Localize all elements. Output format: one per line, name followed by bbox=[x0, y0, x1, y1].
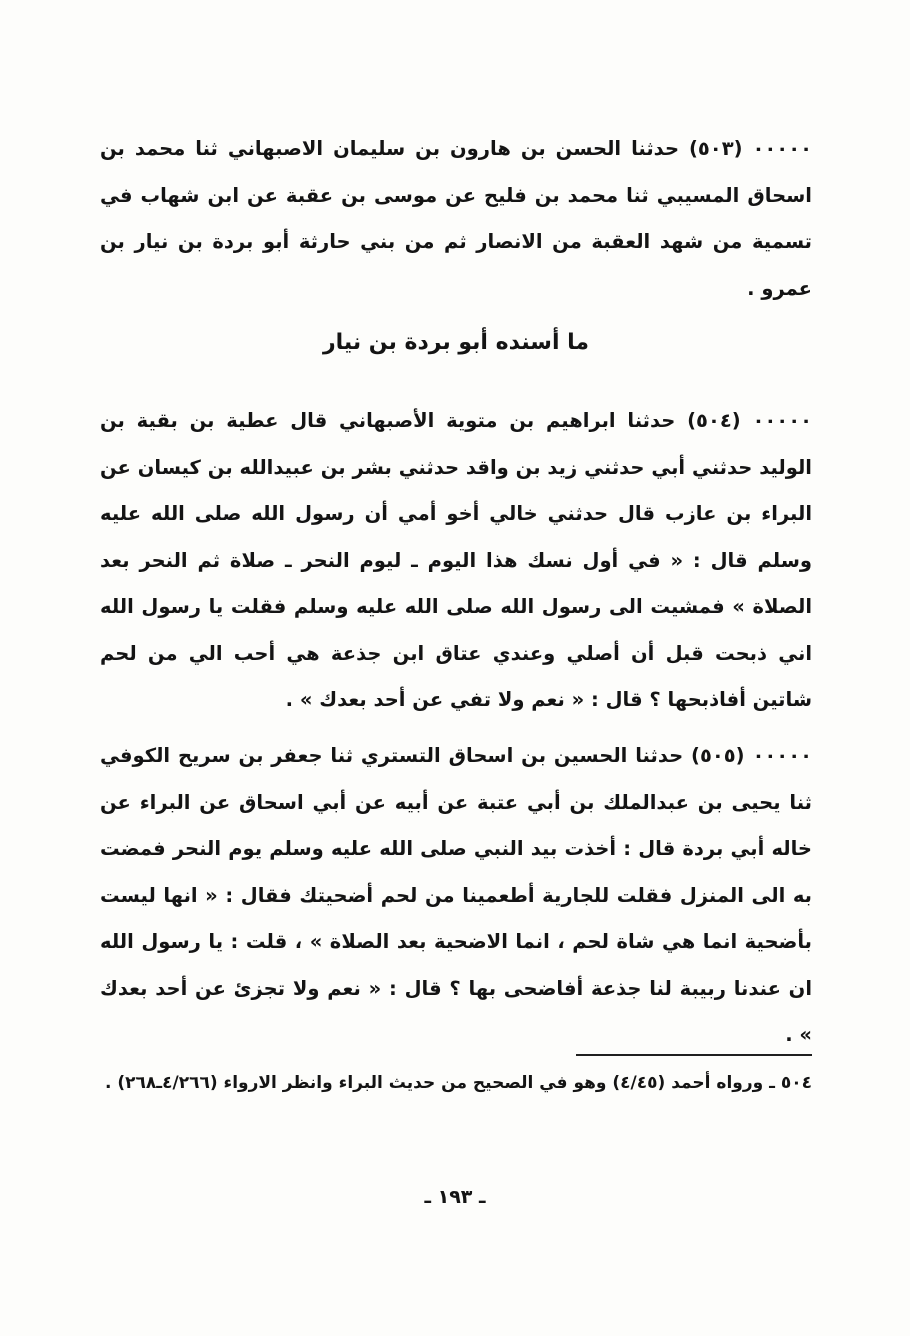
hadith-paragraph-505: ٠٠٠٠٠ (٥٠٥) حدثنا الحسين بن اسحاق التستري ثنا جعفر بن سريح الكوفي ثنا يحيى بن عبدالملك بن أبي عتبة عن أبيه عن أبي اسحاق عن البراء عن خاله أبي بردة قال : أخذت بيد النبي صلى الله عليه وسلم يوم النحر فمضت به الى المنزل فقلت للجارية أطعمينا من لحم أضحيتك فقال : « انها ليست بأضحية انما هي شاة لحم ، انما الاضحية بعد الصلاة » ، قلت : يا رسول الله ان عندنا ربيبة لنا جذعة أفاضحى بها ؟ قال : « نعم ولا تجزئ عن أحد بعدك » . bbox=[100, 744, 812, 1046]
hadith-paragraph-504: ٠٠٠٠٠ (٥٠٤) حدثنا ابراهيم بن متوية الأصبهاني قال عطية بن بقية بن الوليد حدثني أبي حدثني زيد بن واقد حدثني بشر بن عبيدالله بن كيسان عن البراء بن عازب قال حدثني خالي أخو أمي أن رسول الله صلى الله عليه وسلم قال : « في أول نسك هذا اليوم ـ ليوم النحر ـ صلاة ثم النحر بعد الصلاة » فمشيت الى رسول الله صلى الله عليه وسلم فقلت يا رسول الله اني ذبحت قبل أن أصلي وعندي عتاق ابن جذعة هي أحب الي من لحم شاتين أفاذبحها ؟ قال : « نعم ولا تفي عن أحد بعدك » . bbox=[100, 409, 813, 711]
page-number: ـ ١٩٣ ـ bbox=[424, 1186, 486, 1208]
hadith-paragraph-503: ٠٠٠٠٠ (٥٠٣) حدثنا الحسن بن هارون بن سليمان الاصبهاني ثنا محمد بن اسحاق المسيبي ثنا محمد بن فليح عن موسى بن عقبة عن ابن شهاب في تسمية من شهد العقبة من الانصار ثم من بني حارثة أبو بردة بن نيار بن عمرو . bbox=[100, 137, 813, 300]
footnote: ٥٠٤ ـ ورواه أحمد (٤/٤٥) وهو في الصحيح من حديث البراء وانظر الارواء (٤/٢٦٦ـ٢٦٨) . bbox=[105, 1073, 812, 1093]
section-heading: ما أسنده أبو بردة بن نيار bbox=[322, 330, 590, 355]
footnote-divider bbox=[576, 1054, 812, 1056]
